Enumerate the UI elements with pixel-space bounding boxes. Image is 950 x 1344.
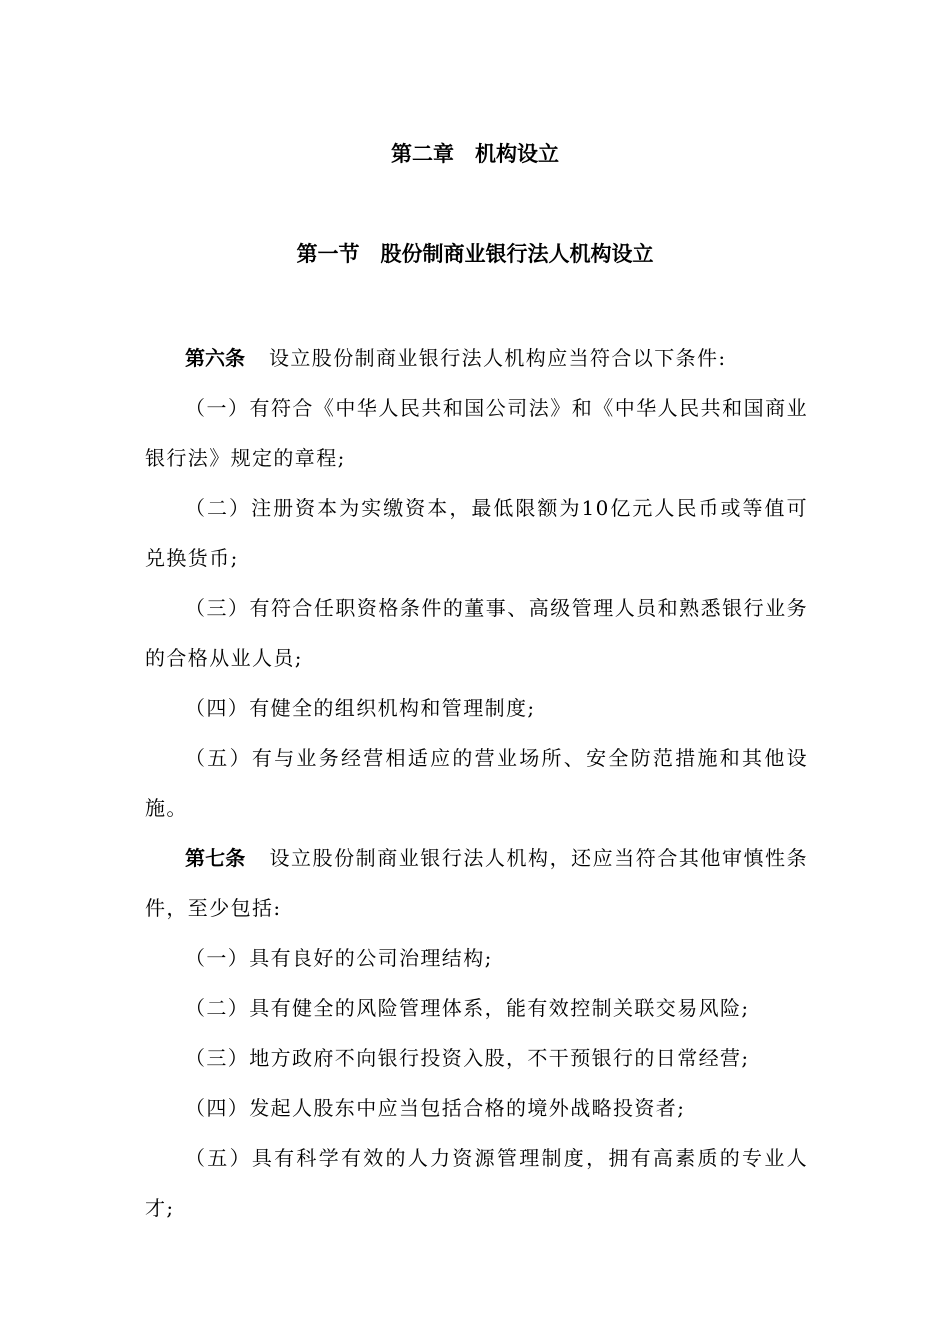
section-title: 第一节 股份制商业银行法人机构设立 — [296, 242, 654, 266]
article-6-item-2: （二）注册资本为实缴资本，最低限额为10亿元人民币或等值可兑换货币; — [145, 496, 808, 570]
article-6-title: 第六条 — [185, 346, 245, 370]
article-7-item-3: （三）地方政府不向银行投资入股，不干预银行的日常经营; — [185, 1046, 750, 1070]
article-6-item-5: （五）有与业务经营相适应的营业场所、安全防范措施和其他设施。 — [145, 746, 808, 820]
article-6-item-3: （三）有符合任职资格条件的董事、高级管理人员和熟悉银行业务的合格从业人员; — [145, 596, 808, 670]
article-6-item-1: （一）有符合《中华人民共和国公司法》和《中华人民共和国商业银行法》规定的章程; — [145, 396, 808, 470]
article-6-intro-text: 设立股份制商业银行法人机构应当符合以下条件: — [269, 346, 727, 370]
article-7-item-1: （一）具有良好的公司治理结构; — [185, 946, 493, 970]
article-7-item-2: （二）具有健全的风险管理体系，能有效控制关联交易风险; — [185, 996, 750, 1020]
article-6-intro — [145, 333, 808, 383]
article-7-intro — [145, 833, 808, 933]
article-7-intro-text: 设立股份制商业银行法人机构，还应当符合其他审慎性条件，至少包括: — [145, 846, 809, 920]
article-7-title: 第七条 — [185, 846, 246, 870]
chapter-title: 第二章 机构设立 — [391, 142, 559, 166]
article-6-item-4: （四）有健全的组织机构和管理制度; — [185, 696, 536, 720]
article-7-item-5: （五）具有科学有效的人力资源管理制度，拥有高素质的专业人才; — [145, 1146, 808, 1220]
article-7-item-4: （四）发起人股东中应当包括合格的境外战略投资者; — [185, 1096, 686, 1120]
document-body — [145, 333, 808, 1233]
